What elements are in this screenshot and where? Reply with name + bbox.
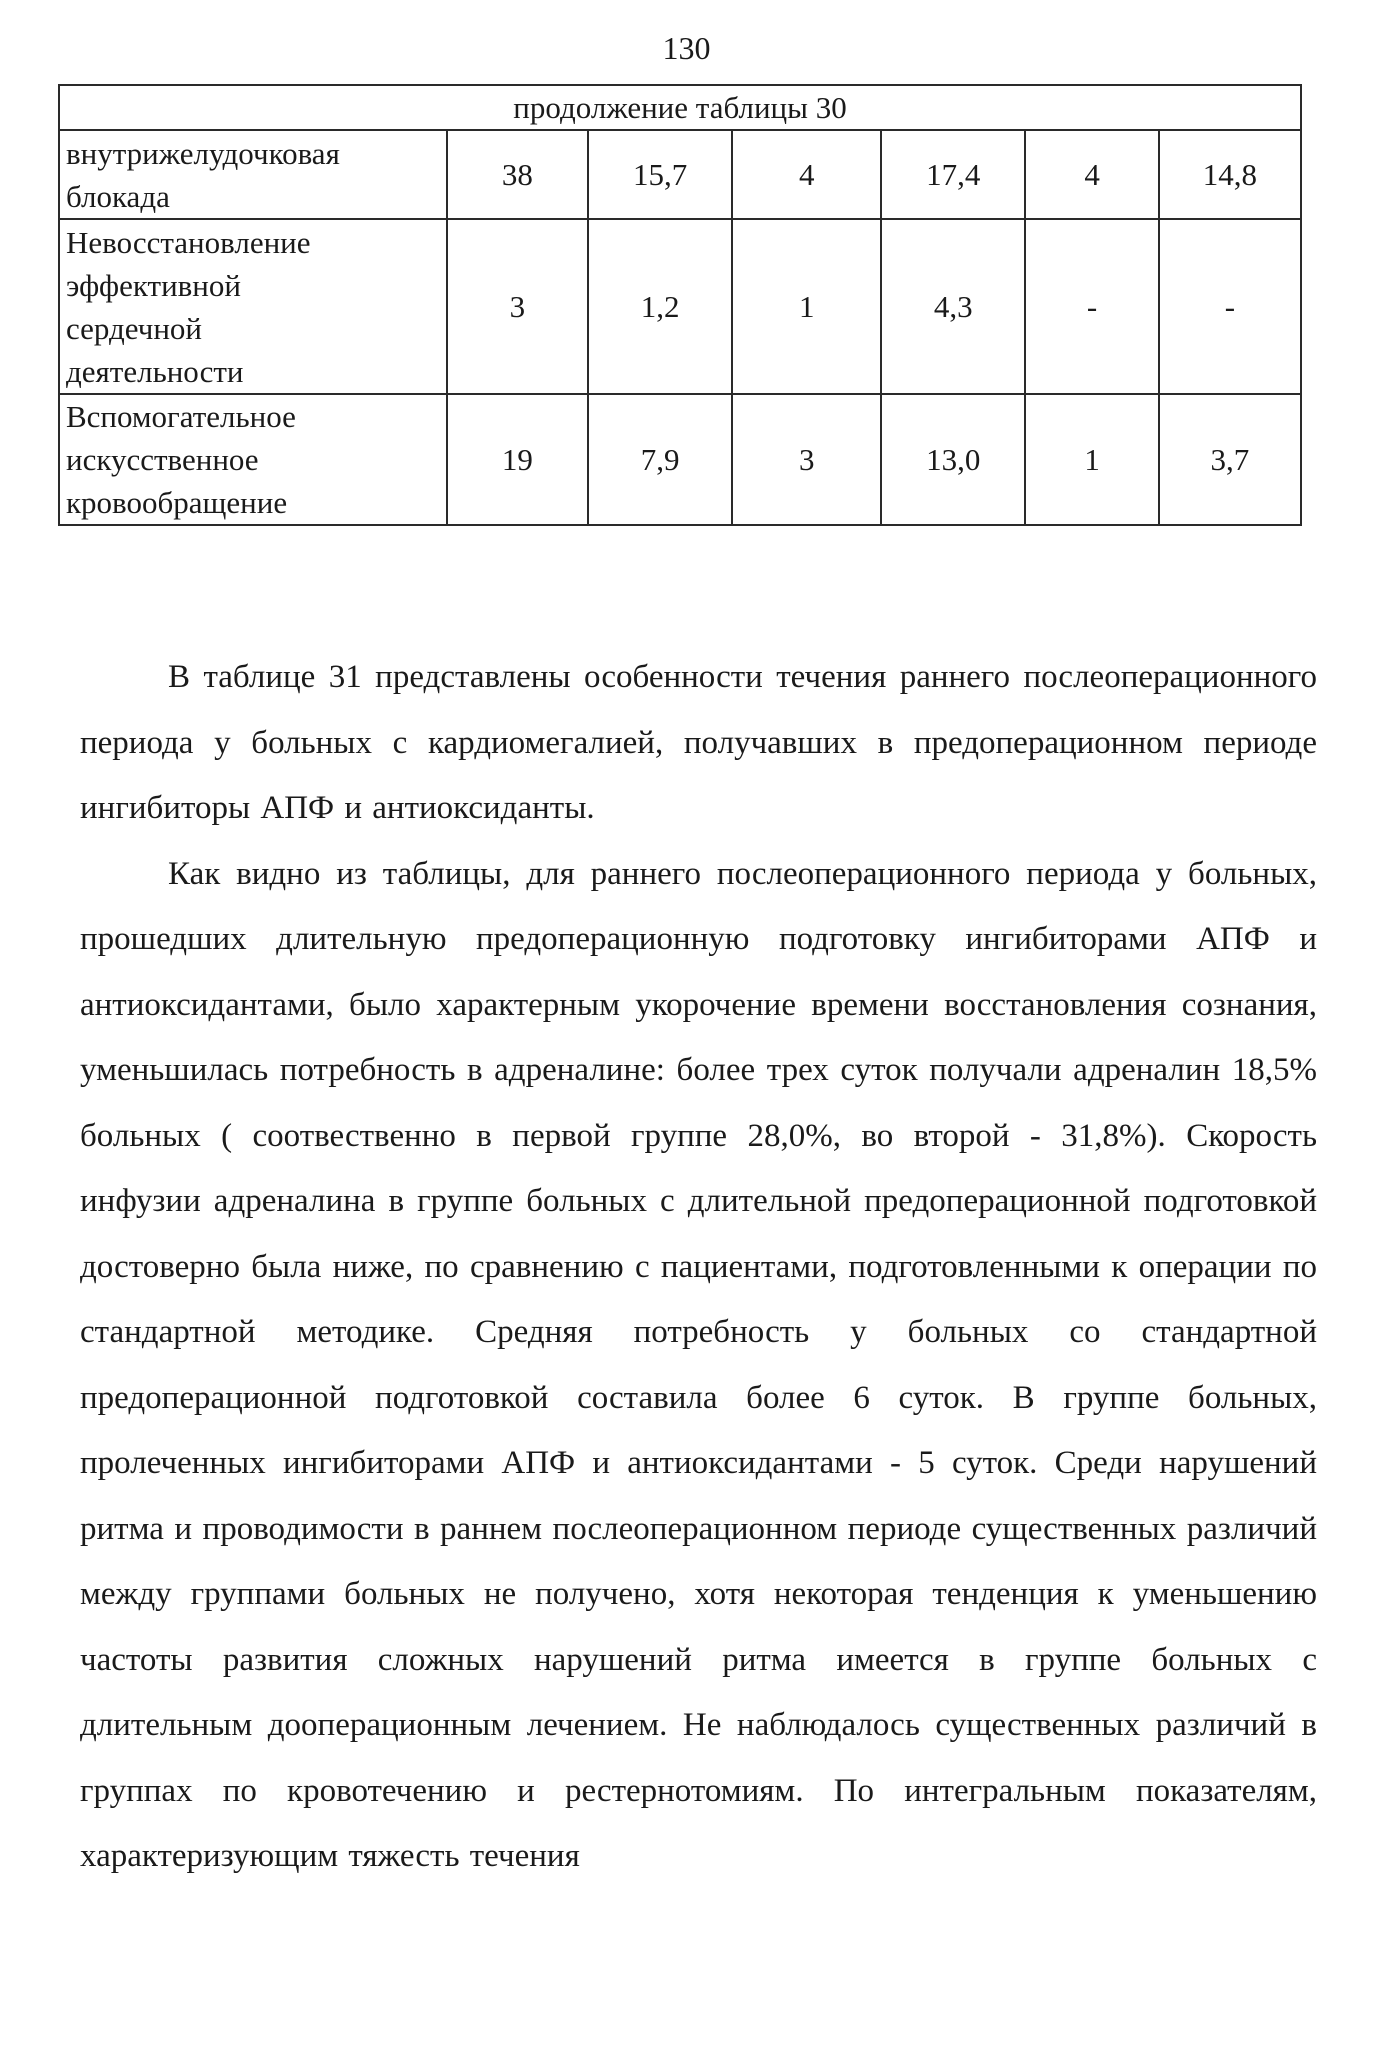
table-cell: 4,3	[881, 219, 1025, 394]
row-label	[59, 394, 447, 525]
row-label	[59, 219, 447, 394]
row-label-line: сердечной	[66, 310, 203, 346]
row-label-line: блокада	[66, 178, 170, 214]
row-label-line: внутрижелудочковая	[66, 135, 340, 171]
table-cell: -	[1159, 219, 1301, 394]
row-label-line: эффективной	[66, 267, 241, 303]
table-cell: 1,2	[588, 219, 732, 394]
table-cell: 3	[447, 219, 589, 394]
table-cell: 4	[732, 130, 881, 219]
table-cell: 7,9	[588, 394, 732, 525]
table-cell: 4	[1025, 130, 1158, 219]
table-cell: 13,0	[881, 394, 1025, 525]
table-row	[59, 219, 1301, 394]
table-cell: 3	[732, 394, 881, 525]
table-caption: продолжение таблицы 30	[59, 85, 1301, 130]
table-cell: 14,8	[1159, 130, 1301, 219]
body-text	[80, 645, 1317, 1890]
row-label-line: Вспомогательное	[66, 399, 296, 434]
table-caption-row	[59, 85, 1301, 130]
table-cell: -	[1025, 219, 1158, 394]
data-table	[58, 84, 1302, 526]
row-label	[59, 130, 447, 219]
paragraph: Как видно из таблицы, для раннего послеоперационного периода у больных, прошедших длительную предоперационную подготовку ингибиторами АПФ и антиоксидантами, было характерным укорочение времени восстановления сознания, уменьшилась потребность в адреналине: более трех суток получали адреналин 18,5% больных ( соотвественно в первой группе 28,0%, во второй - 31,8%). Скорость инфузии адреналина в группе больных с длительной предоперационной подготовкой достоверно была ниже, по сравнению с пациентами, подготовленными к операции по стандартной методике. Средняя потребность у больных со стандартной предоперационной подготовкой составила более 6 суток. В группе больных, пролеченных ингибиторами АПФ и антиоксидантами - 5 суток. Среди нарушений ритма и проводимости в раннем послеоперационном периоде существенных различий между группами больных не получено, хотя некоторая тенденция к уменьшению частоты развития сложных нарушений ритма имеется в группе больных с длительным дооперационным лечением. Не наблюдалось существенных различий в группах по кровотечению и рестернотомиям. По интегральным показателям, характеризующим тяжесть течения	[80, 855, 1317, 1874]
table-cell: 1	[732, 219, 881, 394]
table-cell: 15,7	[588, 130, 732, 219]
paragraph: В таблице 31 представлены особенности течения раннего послеоперационного периода у больных с кардиомегалией, получавших в предоперационном периоде ингибиторы АПФ и антиоксиданты.	[80, 659, 1317, 826]
row-label-line: деятельности	[66, 353, 244, 389]
table-cell: 1	[1025, 394, 1158, 525]
row-label-line: кровообращение	[66, 485, 288, 520]
row-label-line: Невосстановление	[66, 224, 311, 260]
table-row	[59, 394, 1301, 525]
table-cell: 17,4	[881, 130, 1025, 219]
table-cell: 3,7	[1159, 394, 1301, 525]
page-number: 130	[662, 30, 711, 66]
table-cell: 19	[447, 394, 589, 525]
table-cell: 38	[447, 130, 589, 219]
row-label-line: искусственное	[66, 442, 259, 477]
table-row	[59, 130, 1301, 219]
